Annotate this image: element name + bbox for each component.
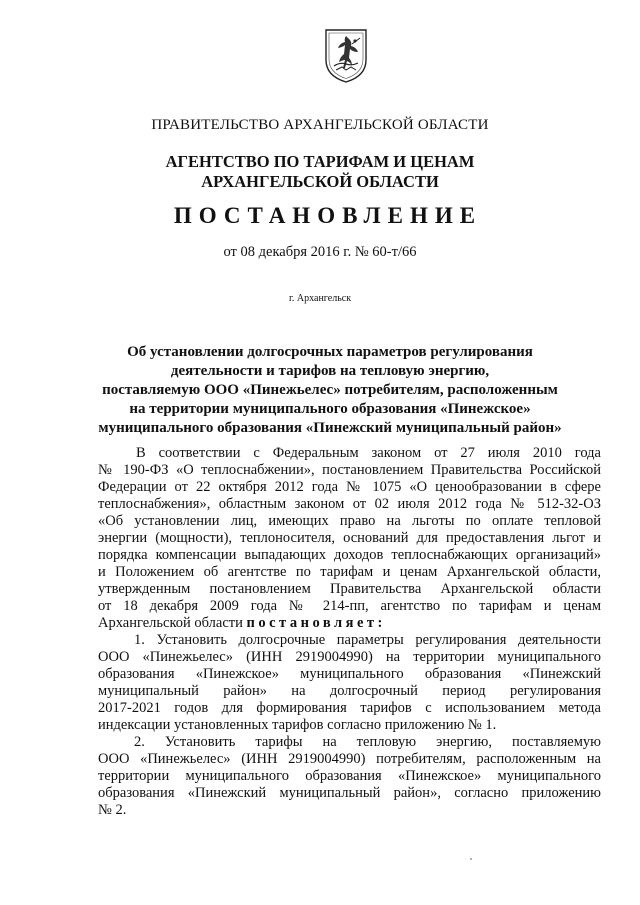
item-2-line: 2. Установить тарифы на тепловую энергию, поставляемую: [134, 734, 601, 750]
subject-line: муниципального образования «Пинежский муниципальный район»: [98, 420, 562, 436]
preamble-line: В соответствии с Федеральным законом от 27 июля 2010 года: [136, 445, 601, 461]
preamble-line: теплоснабжения», областным законом от 02 июля 2012 года № 512-32-ОЗ: [98, 496, 601, 512]
item-1-line: 1. Установить долгосрочные параметры регулирования деятельности: [134, 632, 601, 648]
preamble-last-text: Архангельской области: [98, 615, 243, 631]
preamble-line: «Об установлении лиц, имеющих право на льготы по оплате тепловой: [98, 513, 601, 529]
item-2-line: образования «Пинежский муниципальный район», согласно приложению: [98, 785, 601, 801]
document-city: г. Архангельск: [288, 293, 352, 304]
preamble-line: Федерации от 22 октября 2012 года № 1075 «О ценообразовании в сфере: [98, 479, 601, 495]
subject-line: деятельности и тарифов на тепловую энергию,: [170, 363, 490, 379]
item-2-line: территории муниципального образования «Пинежское» муниципального: [98, 768, 601, 784]
item-2-line: № 2.: [98, 802, 127, 818]
item-1-line: ООО «Пинежьелес» (ИНН 2919004990) на территории муниципального: [98, 649, 601, 665]
subject-line: Об установлении долгосрочных параметров регулирования: [127, 344, 533, 360]
preamble-line: порядка компенсации выпадающих доходов теплоснабжающих организаций»: [98, 547, 601, 563]
preamble-line: и Положением об агентстве по тарифам и ценам Архангельской области,: [98, 564, 601, 580]
document-subject: [10, 343, 640, 438]
item-1-line: 2017-2021 годов для формирования тарифов с использованием метода: [98, 700, 601, 716]
item-1-line: индексации установленных тарифов согласно приложению № 1.: [98, 717, 497, 733]
coat-of-arms-emblem: [322, 26, 370, 84]
preamble-last-line: [98, 615, 601, 632]
item-1-line: муниципальный район» на долгосрочный период регулирования: [98, 683, 601, 699]
agency-name-line-1: АГЕНТСТВО ПО ТАРИФАМ И ЦЕНАМ: [165, 152, 475, 171]
agency-name: [0, 152, 640, 192]
subject-line: поставляемую ООО «Пинежьелес» потребителям, расположенным: [102, 382, 558, 398]
subject-line: на территории муниципального образования «Пинежское»: [129, 401, 531, 417]
item-1-line: образования «Пинежское» муниципального образования «Пинежский: [98, 666, 601, 682]
government-name: ПРАВИТЕЛЬСТВО АРХАНГЕЛЬСКОЙ ОБЛАСТИ: [151, 117, 489, 133]
preamble-line: от 18 декабря 2009 года № 214-пп, агентство по тарифам и ценам: [98, 598, 601, 614]
document-date-number: от 08 декабря 2016 г. № 60-т/66: [223, 244, 417, 260]
preamble-line: № 190-ФЗ «О теплоснабжении», постановлением Правительства Российской: [98, 462, 601, 478]
item-2-line: ООО «Пинежьелес» (ИНН 2919004990) потребителям, расположенным на: [98, 751, 601, 767]
document-type-title: ПОСТАНОВЛЕНИЕ: [173, 203, 483, 228]
agency-name-line-2: АРХАНГЕЛЬСКОЙ ОБЛАСТИ: [201, 172, 439, 191]
resolves-word: постановляет:: [246, 615, 386, 631]
document-body: [98, 445, 601, 819]
scan-speck: [470, 858, 472, 860]
preamble-line: энергии (мощности), теплоносителя, оснований для предоставления льгот и: [98, 530, 601, 546]
preamble-line: утвержденным постановлением Правительства Архангельской области: [98, 581, 601, 597]
